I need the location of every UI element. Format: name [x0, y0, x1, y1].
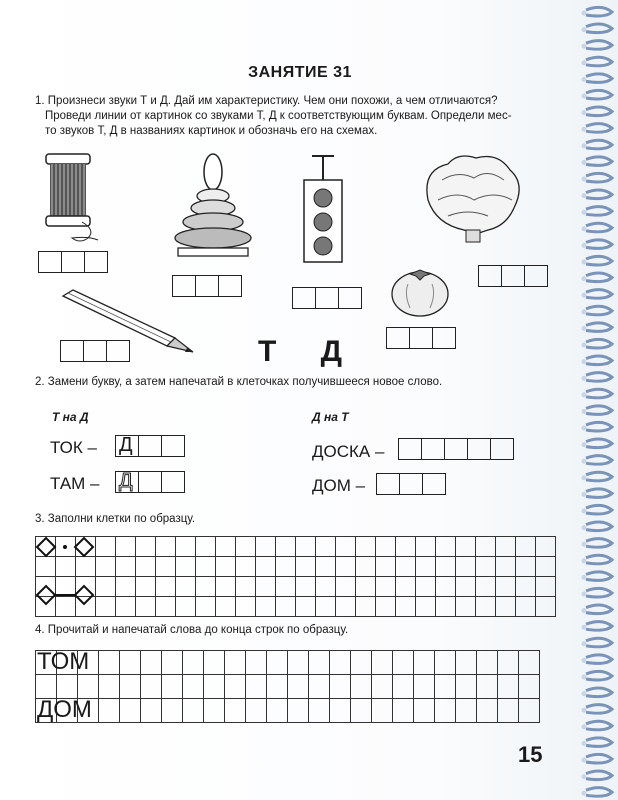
- spiral-ring: [586, 688, 612, 697]
- spiral-ring: [586, 489, 612, 498]
- grid-cell[interactable]: [351, 675, 372, 699]
- spiral-ring: [586, 273, 612, 282]
- grid-cell[interactable]: [196, 597, 216, 617]
- spiral-hole: [582, 293, 587, 298]
- spiral-hole: [582, 575, 587, 580]
- spiral-hole: [582, 492, 587, 497]
- spiral-ring: [586, 256, 612, 265]
- spiral-hole: [582, 110, 587, 115]
- grid-cell[interactable]: [476, 577, 496, 597]
- word-dom: ДОМ –: [312, 476, 366, 495]
- grid-cell[interactable]: [183, 675, 204, 699]
- grid-cell[interactable]: [372, 675, 393, 699]
- grid-cell[interactable]: [416, 557, 436, 577]
- spiral-hole: [582, 326, 587, 331]
- grid-cell[interactable]: [116, 577, 136, 597]
- grid-row: [36, 597, 556, 617]
- spiral-ring: [586, 754, 612, 763]
- cabbage-icon: [418, 150, 528, 250]
- grid-row: [36, 557, 556, 577]
- pattern-grid[interactable]: [35, 536, 556, 617]
- spiral-ring: [586, 157, 612, 166]
- grid-cell[interactable]: [136, 577, 156, 597]
- grid-cell[interactable]: [456, 675, 477, 699]
- spiral-hole: [582, 658, 587, 663]
- grid-cell[interactable]: [267, 699, 288, 723]
- grid-row: [36, 651, 540, 675]
- grid-cell[interactable]: [519, 699, 540, 723]
- spiral-hole: [582, 691, 587, 696]
- spiral-ring: [586, 306, 612, 315]
- rule-d-to-t: Д на Т: [312, 410, 349, 424]
- spiral-ring: [586, 339, 612, 348]
- grid-cell[interactable]: [296, 557, 316, 577]
- grid-cell[interactable]: [336, 577, 356, 597]
- spiral-ring: [586, 323, 612, 332]
- grid-cell[interactable]: [516, 597, 536, 617]
- grid-cell[interactable]: [519, 675, 540, 699]
- grid-cell[interactable]: [120, 699, 141, 723]
- task4-instructions: 4. Прочитай и напечатай слова до конца строк по образцу.: [35, 624, 349, 636]
- spiral-hole: [582, 27, 587, 32]
- spiral-ring: [586, 439, 612, 448]
- grid-cell[interactable]: [136, 597, 156, 617]
- spiral-hole: [582, 442, 587, 447]
- grid-cell[interactable]: [393, 651, 414, 675]
- scheme-cabbage[interactable]: [478, 265, 548, 287]
- spiral-ring: [586, 771, 612, 780]
- grid-cell[interactable]: [456, 699, 477, 723]
- task3-instructions: 3. Заполни клетки по образцу.: [35, 513, 196, 525]
- grid-cell[interactable]: [276, 537, 296, 557]
- grid-cell[interactable]: [336, 597, 356, 617]
- grid-cell[interactable]: [196, 557, 216, 577]
- spiral-hole: [582, 542, 587, 547]
- spiral-ring: [586, 140, 612, 149]
- grid-cell[interactable]: [204, 651, 225, 675]
- grid-cell[interactable]: [99, 651, 120, 675]
- grid-cell[interactable]: [498, 699, 519, 723]
- grid-cell[interactable]: [396, 597, 416, 617]
- spiral-ring: [586, 207, 612, 216]
- grid-cell[interactable]: [476, 597, 496, 617]
- spiral-ring: [586, 373, 612, 382]
- grid-cell[interactable]: [435, 675, 456, 699]
- spiral-ring: [586, 505, 612, 514]
- spiral-ring: [586, 738, 612, 747]
- grid-cell[interactable]: [396, 577, 416, 597]
- grid-cell[interactable]: [376, 577, 396, 597]
- grid-cell[interactable]: [204, 675, 225, 699]
- grid-cell[interactable]: [456, 577, 476, 597]
- grid-cell[interactable]: [436, 537, 456, 557]
- task2-instructions: 2. Замени букву, а затем напечатай в клеточках получившееся новое слово.: [35, 376, 443, 388]
- spiral-hole: [582, 675, 587, 680]
- spiral-ring: [586, 240, 612, 249]
- grid-cell[interactable]: [183, 699, 204, 723]
- grid-cell[interactable]: [256, 537, 276, 557]
- grid-cell[interactable]: [176, 537, 196, 557]
- grid-cell[interactable]: [288, 699, 309, 723]
- spiral-ring: [586, 107, 612, 116]
- grid-cell[interactable]: [476, 557, 496, 577]
- spiral-hole: [582, 791, 587, 796]
- grid-cell[interactable]: [296, 597, 316, 617]
- spiral-hole: [582, 143, 587, 148]
- grid-cell[interactable]: [536, 577, 556, 597]
- grid-cell[interactable]: [288, 651, 309, 675]
- grid-cell[interactable]: [99, 699, 120, 723]
- grid-row: [36, 699, 540, 723]
- grid-cell[interactable]: [276, 577, 296, 597]
- spiral-hole: [582, 774, 587, 779]
- spiral-hole: [582, 708, 587, 713]
- grid-cell[interactable]: [225, 651, 246, 675]
- spiral-hole: [582, 343, 587, 348]
- grid-cell[interactable]: [120, 651, 141, 675]
- spiral-ring: [586, 90, 612, 99]
- grid-cell[interactable]: [356, 597, 376, 617]
- spiral-hole: [582, 558, 587, 563]
- grid-row: [36, 537, 556, 557]
- grid-cell[interactable]: [414, 699, 435, 723]
- grid-cell[interactable]: [516, 577, 536, 597]
- spiral-hole: [582, 625, 587, 630]
- spiral-ring: [586, 124, 612, 133]
- grid-cell[interactable]: [120, 675, 141, 699]
- grid-cell[interactable]: [236, 597, 256, 617]
- grid-cell[interactable]: [496, 597, 516, 617]
- grid-cell[interactable]: [536, 597, 556, 617]
- spiral-hole: [582, 409, 587, 414]
- spiral-ring: [586, 7, 612, 16]
- spiral-ring: [586, 588, 612, 597]
- grid-cell[interactable]: [246, 699, 267, 723]
- grid-cell[interactable]: [309, 651, 330, 675]
- grid-cell[interactable]: [116, 597, 136, 617]
- spiral-hole: [582, 376, 587, 381]
- grid-cell[interactable]: [330, 675, 351, 699]
- grid-cell[interactable]: [141, 675, 162, 699]
- grid-cell[interactable]: [456, 597, 476, 617]
- spiral-ring: [586, 173, 612, 182]
- grid-cell[interactable]: [288, 675, 309, 699]
- grid-cell[interactable]: [416, 577, 436, 597]
- grid-cell[interactable]: [416, 537, 436, 557]
- grid-cell[interactable]: [372, 699, 393, 723]
- grid-cell[interactable]: [456, 537, 476, 557]
- grid-cell[interactable]: [183, 651, 204, 675]
- hint-letter-d: Д: [119, 434, 133, 456]
- grid-cell[interactable]: [516, 557, 536, 577]
- grid-cell[interactable]: [216, 557, 236, 577]
- scheme-traffic-light[interactable]: [292, 287, 362, 309]
- spool-icon: [38, 150, 108, 245]
- grid-cell[interactable]: [498, 675, 519, 699]
- spiral-ring: [586, 522, 612, 531]
- spiral-hole: [582, 260, 587, 265]
- grid-cell[interactable]: [477, 651, 498, 675]
- grid-cell[interactable]: [456, 557, 476, 577]
- spiral-binding: [572, 0, 618, 800]
- grid-cell[interactable]: [356, 577, 376, 597]
- spiral-hole: [582, 160, 587, 165]
- grid-cell[interactable]: [351, 699, 372, 723]
- grid-cell[interactable]: [393, 675, 414, 699]
- spiral-hole: [582, 44, 587, 49]
- spiral-hole: [582, 11, 587, 16]
- grid-cell[interactable]: [519, 651, 540, 675]
- task1-instructions: [35, 94, 565, 139]
- spiral-hole: [582, 309, 587, 314]
- letters-t-d: Т Д: [258, 335, 361, 368]
- answer-dom[interactable]: [376, 473, 446, 495]
- grid-cell[interactable]: [309, 675, 330, 699]
- grid-cell[interactable]: [216, 577, 236, 597]
- grid-cell[interactable]: [476, 537, 496, 557]
- spiral-ring: [586, 555, 612, 564]
- spiral-ring: [586, 456, 612, 465]
- grid-cell[interactable]: [204, 699, 225, 723]
- grid-cell[interactable]: [196, 537, 216, 557]
- grid-cell[interactable]: [536, 557, 556, 577]
- grid-cell[interactable]: [496, 537, 516, 557]
- grid-cell[interactable]: [141, 651, 162, 675]
- pyramid-toy-icon: [168, 150, 258, 265]
- word-tok: ТОК –: [50, 438, 97, 457]
- traffic-light-icon: [298, 152, 348, 267]
- task1-line-3: то звуков Т, Д в названиях картинок и обозначь его на схемах.: [45, 125, 378, 137]
- grid-cell[interactable]: [316, 557, 336, 577]
- grid-cell[interactable]: [256, 557, 276, 577]
- grid-cell[interactable]: [296, 537, 316, 557]
- spiral-hole: [582, 475, 587, 480]
- spiral-hole: [582, 127, 587, 132]
- grid-cell[interactable]: [246, 675, 267, 699]
- grid-cell[interactable]: [176, 597, 196, 617]
- grid-cell[interactable]: [236, 577, 256, 597]
- grid-cell[interactable]: [330, 699, 351, 723]
- spiral-ring: [586, 190, 612, 199]
- grid-cell[interactable]: [216, 537, 236, 557]
- spiral-ring: [586, 721, 612, 730]
- spiral-ring: [586, 572, 612, 581]
- grid-cell[interactable]: [267, 651, 288, 675]
- spiral-hole: [582, 608, 587, 613]
- answer-tam[interactable]: [115, 471, 185, 493]
- page-number: 15: [518, 742, 543, 767]
- grid-cell[interactable]: [116, 557, 136, 577]
- spiral-ring: [586, 705, 612, 714]
- spiral-ring: [586, 472, 612, 481]
- spiral-ring: [586, 622, 612, 631]
- grid-cell[interactable]: [162, 675, 183, 699]
- spiral-hole: [582, 525, 587, 530]
- pattern-sample-icon: [35, 536, 105, 606]
- grid-cell[interactable]: [414, 675, 435, 699]
- spiral-ring: [586, 539, 612, 548]
- task1-line-2: Проведи линии от картинок со звуками Т, Д к соответствующим буквам. Определи мес-: [45, 110, 512, 122]
- word-doska: ДОСКА –: [312, 442, 385, 461]
- grid-cell[interactable]: [136, 557, 156, 577]
- grid-cell[interactable]: [477, 675, 498, 699]
- spiral-ring: [586, 389, 612, 398]
- spiral-ring: [586, 406, 612, 415]
- grid-cell[interactable]: [196, 577, 216, 597]
- grid-cell[interactable]: [162, 699, 183, 723]
- grid-cell[interactable]: [225, 699, 246, 723]
- spiral-ring: [586, 671, 612, 680]
- grid-cell[interactable]: [316, 577, 336, 597]
- grid-cell[interactable]: [376, 557, 396, 577]
- grid-cell[interactable]: [256, 577, 276, 597]
- spiral-hole: [582, 226, 587, 231]
- scheme-pencil[interactable]: [60, 340, 130, 362]
- sample-word-dom: ДОМ: [37, 696, 92, 723]
- answer-tok[interactable]: [115, 435, 185, 457]
- grid-cell[interactable]: [356, 537, 376, 557]
- spiral-ring: [586, 788, 612, 797]
- spiral-ring: [586, 605, 612, 614]
- spiral-hole: [582, 193, 587, 198]
- spiral-ring: [586, 41, 612, 50]
- writing-grid[interactable]: [35, 650, 540, 723]
- spiral-hole: [582, 243, 587, 248]
- grid-cell[interactable]: [246, 651, 267, 675]
- spiral-ring: [586, 638, 612, 647]
- scheme-tomato[interactable]: [386, 327, 456, 349]
- spiral-hole: [582, 359, 587, 364]
- answer-doska[interactable]: [398, 438, 514, 460]
- grid-cell[interactable]: [267, 675, 288, 699]
- word-tam: ТАМ –: [50, 474, 100, 493]
- grid-cell[interactable]: [156, 557, 176, 577]
- grid-cell[interactable]: [330, 651, 351, 675]
- grid-cell[interactable]: [351, 651, 372, 675]
- sample-word-tom: ТОМ: [37, 648, 90, 675]
- grid-cell[interactable]: [176, 557, 196, 577]
- grid-cell[interactable]: [316, 597, 336, 617]
- grid-cell[interactable]: [156, 537, 176, 557]
- grid-cell[interactable]: [416, 597, 436, 617]
- grid-cell[interactable]: [116, 537, 136, 557]
- spiral-hole: [582, 94, 587, 99]
- spiral-hole: [582, 210, 587, 215]
- grid-cell[interactable]: [376, 537, 396, 557]
- grid-cell[interactable]: [498, 651, 519, 675]
- spiral-hole: [582, 724, 587, 729]
- grid-cell[interactable]: [309, 699, 330, 723]
- tomato-icon: [388, 258, 453, 320]
- scheme-pyramid[interactable]: [172, 275, 242, 297]
- grid-cell[interactable]: [516, 537, 536, 557]
- grid-cell[interactable]: [236, 557, 256, 577]
- spiral-ring: [586, 655, 612, 664]
- grid-cell[interactable]: [496, 577, 516, 597]
- spiral-hole: [582, 758, 587, 763]
- spiral-hole: [582, 177, 587, 182]
- grid-cell[interactable]: [435, 651, 456, 675]
- grid-cell[interactable]: [372, 651, 393, 675]
- grid-cell[interactable]: [436, 577, 456, 597]
- spiral-hole: [582, 741, 587, 746]
- grid-cell[interactable]: [216, 597, 236, 617]
- grid-cell[interactable]: [536, 537, 556, 557]
- grid-row: [36, 577, 556, 597]
- grid-cell[interactable]: [336, 537, 356, 557]
- grid-cell[interactable]: [296, 577, 316, 597]
- grid-cell[interactable]: [276, 557, 296, 577]
- grid-cell[interactable]: [477, 699, 498, 723]
- grid-cell[interactable]: [436, 597, 456, 617]
- grid-cell[interactable]: [156, 577, 176, 597]
- grid-cell[interactable]: [236, 537, 256, 557]
- grid-cell[interactable]: [393, 699, 414, 723]
- grid-cell[interactable]: [176, 577, 196, 597]
- grid-cell[interactable]: [256, 597, 276, 617]
- grid-cell[interactable]: [225, 675, 246, 699]
- grid-cell[interactable]: [396, 537, 416, 557]
- grid-cell[interactable]: [435, 699, 456, 723]
- grid-row: [36, 675, 540, 699]
- grid-cell[interactable]: [456, 651, 477, 675]
- grid-cell[interactable]: [436, 557, 456, 577]
- grid-cell[interactable]: [156, 597, 176, 617]
- spiral-hole: [582, 592, 587, 597]
- spiral-hole: [582, 509, 587, 514]
- spiral-ring: [586, 24, 612, 33]
- grid-cell[interactable]: [414, 651, 435, 675]
- grid-cell[interactable]: [376, 597, 396, 617]
- spiral-ring: [586, 223, 612, 232]
- grid-cell[interactable]: [141, 699, 162, 723]
- rule-t-to-d: Т на Д: [52, 410, 89, 424]
- spiral-hole: [582, 641, 587, 646]
- hint-letter-d-dotted: Д: [119, 470, 133, 492]
- grid-cell[interactable]: [136, 537, 156, 557]
- spiral-hole: [582, 459, 587, 464]
- grid-cell[interactable]: [336, 557, 356, 577]
- lesson-title: ЗАНЯТИЕ 31: [248, 64, 352, 81]
- grid-cell[interactable]: [162, 651, 183, 675]
- spiral-hole: [582, 392, 587, 397]
- spiral-ring: [586, 290, 612, 299]
- spiral-hole: [582, 276, 587, 281]
- task1-line-1: 1. Произнеси звуки Т и Д. Дай им характеристику. Чем они похожи, а чем отличаются?: [35, 95, 498, 107]
- grid-cell[interactable]: [276, 597, 296, 617]
- spiral-ring: [586, 422, 612, 431]
- scheme-spool[interactable]: [38, 251, 108, 273]
- grid-cell[interactable]: [356, 557, 376, 577]
- spiral-ring: [586, 356, 612, 365]
- spiral-hole: [582, 426, 587, 431]
- grid-cell[interactable]: [316, 537, 336, 557]
- grid-cell[interactable]: [396, 557, 416, 577]
- grid-cell[interactable]: [496, 557, 516, 577]
- grid-cell[interactable]: [99, 675, 120, 699]
